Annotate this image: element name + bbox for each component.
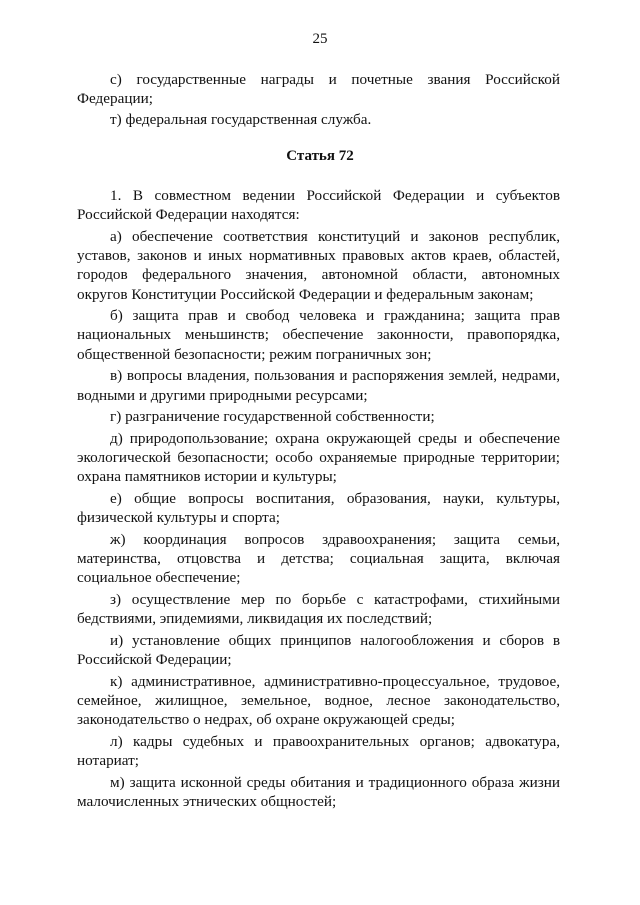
item-d: д) природопользование; охрана окружающей среды и обеспечение экологической безопасности; особо охраняемые природные территории; охрана памятников истории и культуры; <box>77 429 560 486</box>
item-l: л) кадры судебных и правоохранительных органов; адвокатура, нотариат; <box>77 732 560 770</box>
article-body <box>77 186 560 814</box>
item-s: с) государственные награды и почетные звания Российской Федерации; <box>77 71 560 108</box>
item-k: к) административное, административно-процессуальное, трудовое, семейное, жилищное, земельное, водное, лесное законодательство, законодательство о недрах, об охране окружающей среды; <box>77 672 560 729</box>
item-v: в) вопросы владения, пользования и распоряжения землей, недрами, водными и другими природными ресурсами; <box>77 367 560 404</box>
clause-1-intro: 1. В совместном ведении Российской Федерации и субъектов Российской Федерации находятся: <box>77 187 560 224</box>
page-number: 25 <box>312 31 328 47</box>
item-zh: ж) координация вопросов здравоохранения; защита семьи, материнства, отцовства и детства; социальная защита, включая социальное обеспечение; <box>77 530 560 587</box>
preceding-items <box>77 70 560 132</box>
item-b: б) защита прав и свобод человека и гражданина; защита прав национальных меньшинств; обеспечение законности, правопорядка, общественной безопасности; режим пограничных зон; <box>77 307 560 363</box>
item-a: а) обеспечение соответствия конституций и законов республик, уставов, законов и иных нормативных правовых актов краев, областей, городов федерального значения, автономной области, автономных округов Конституции Российской Федерации и федеральным законам; <box>77 227 560 303</box>
item-z: з) осуществление мер по борьбе с катастрофами, стихийными бедствиями, эпидемиями, ликвидация их последствий; <box>77 591 560 628</box>
item-g: г) разграничение государственной собственности; <box>110 408 435 426</box>
item-e: е) общие вопросы воспитания, образования, науки, культуры, физической культуры и спорта; <box>77 490 560 527</box>
item-m: м) защита исконной среды обитания и традиционного образа жизни малочисленных этнических общностей; <box>77 773 560 811</box>
article-title: Статья 72 <box>286 148 354 164</box>
item-i: и) установление общих принципов налогообложения и сборов в Российской Федерации; <box>77 631 560 669</box>
item-t: т) федеральная государственная служба. <box>110 111 372 129</box>
